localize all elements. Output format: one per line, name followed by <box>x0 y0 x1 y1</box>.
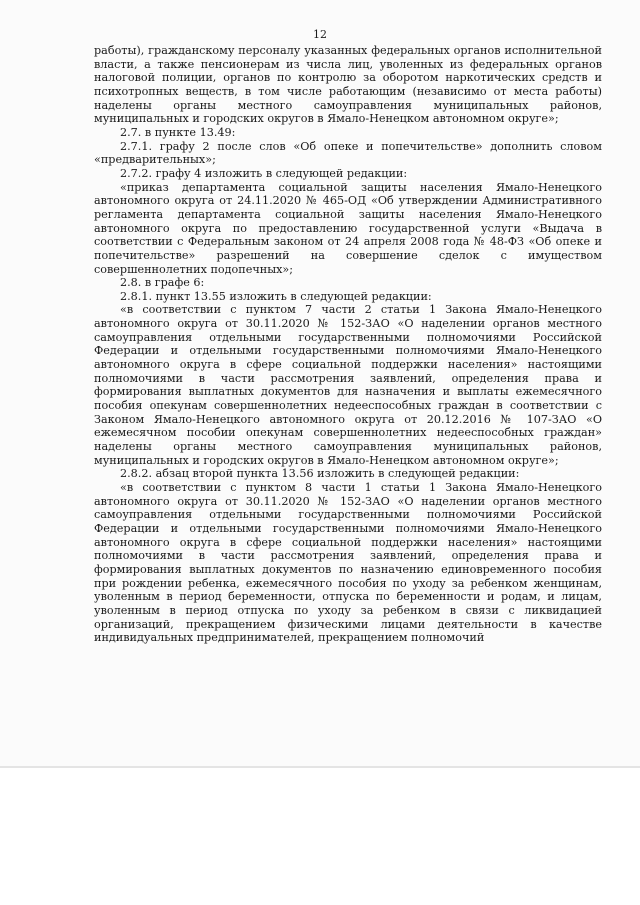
paragraph-item-2-7-2: 2.7.2. графу 4 изложить в следующей редакции: <box>120 166 408 180</box>
paragraph-order-quote: «приказ департамента социальной защиты населения Ямало-Ненецкого автономного округа от 24.11.2020 № 465-ОД «Об утверждении Административного регламента департамента социальной защиты населения Ямало-Ненецкого автономного округа по предоставлению государственной услуги «Выдача в соответствии с Федеральным законом от 24 апреля 2008 года № 48-ФЗ «Об опеке и попечительстве» разрешений на совершение сделок с имуществом совершеннолетних подопечных»; <box>94 180 602 276</box>
paragraph-item-2-8: 2.8. в графе 6: <box>120 276 205 290</box>
paragraph-item-2-8-2: 2.8.2. абзац второй пункта 13.56 изложить в следующей редакции: <box>120 467 520 481</box>
blank-margin <box>0 768 640 905</box>
page-number: 12 <box>313 28 327 41</box>
paragraph-clause-13-56: «в соответствии с пунктом 8 части 1 статьи 1 Закона Ямало-Ненецкого автономного округа от 30.11.2020 № 152-ЗАО «О наделении органов местного самоуправления отдельными государственными полномочиями Российской Федерации и отдельными государственными полномочиями Ямало-Ненецкого автономного округа в сфере социальной поддержки населения» настоящими полномочиями в части рассмотрения заявлений, определения права и формирования выплатных документов по назначению единовременного пособия при рождении ребенка, ежемесячного пособия по уходу за ребенком женщинам, уволенным в период беременности, отпуска по беременности и родам, и лицам, уволенным в период отпуска по уходу за ребенком в связи с ликвидацией организаций, прекращением физическими лицами деятельности в качестве индивидуальных предпринимателей, прекращением полномочий <box>94 481 602 645</box>
paragraph-continuation: работы), гражданскому персоналу указанных федеральных органов исполнительной власти, а также пенсионерам из числа лиц, уволенных из федеральных органов налоговой полиции, органов по контролю за оборотом наркотических средств и психотропных веществ, в том числе работающим (независимо от места работы) наделены органы местного самоуправления муниципальных районов, муниципальных и городских округов в Ямало-Ненецком автономном округе»; <box>94 44 602 126</box>
paragraph-clause-13-55: «в соответствии с пунктом 7 части 2 статьи 1 Закона Ямало-Ненецкого автономного округа от 30.11.2020 № 152-ЗАО «О наделении органов местного самоуправления отдельными государственными полномочиями Российской Федерации и отдельными государственными полномочиями Ямало-Ненецкого автономного округа в сфере социальной поддержки населения» настоящими полномочиями в части рассмотрения заявлений, определения права и формирования выплатных документов для назначения и выплаты ежемесячного пособия опекунам совершеннолетних недееспособных граждан в соответствии с Законом Ямало-Ненецкого автономного округа от 20.12.2016 № 107-ЗАО «О ежемесячном пособии опекунам совершеннолетних недееспособных граждан» наделены органы местного самоуправления муниципальных районов, муниципальных и городских округов в Ямало-Ненецком автономном округе»; <box>94 303 602 467</box>
paragraph-item-2-8-1: 2.8.1. пункт 13.55 изложить в следующей редакции: <box>120 289 432 303</box>
paragraph-item-2-7-1: 2.7.1. графу 2 после слов «Об опеке и попечительстве» дополнить словом «предварительных»; <box>94 139 602 167</box>
document-body <box>94 44 602 645</box>
paragraph-item-2-7: 2.7. в пункте 13.49: <box>120 125 236 139</box>
